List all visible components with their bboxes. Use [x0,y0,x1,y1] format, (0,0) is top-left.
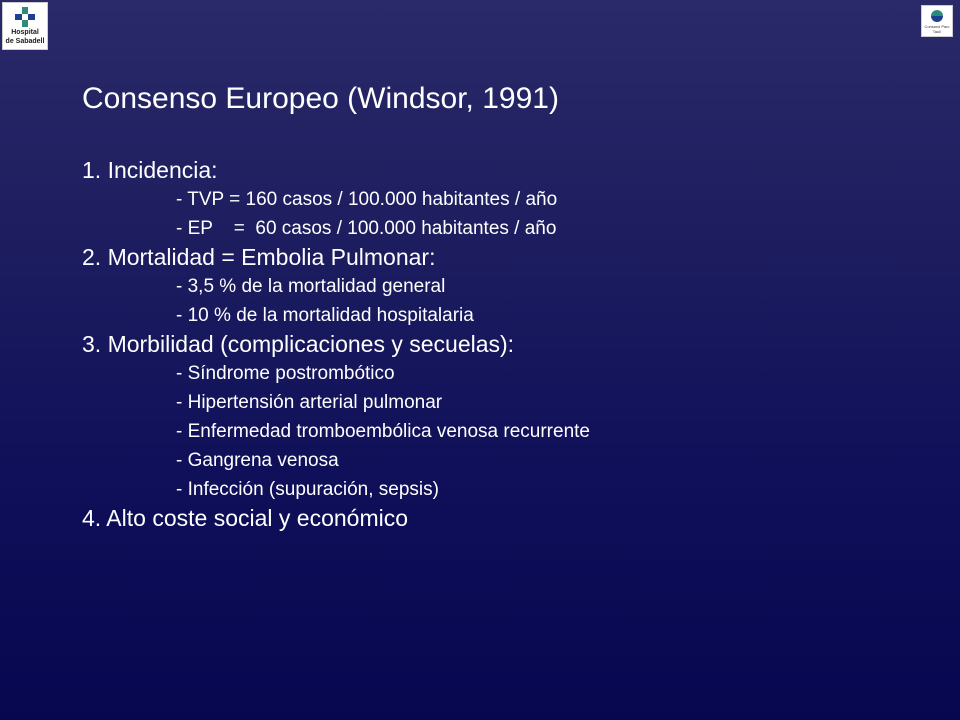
section-heading: 1. Incidencia: [82,157,218,183]
hospital-cross-icon [15,7,35,27]
section-heading: 2. Mortalidad = Embolia Pulmonar: [82,244,436,270]
section-item: - Enfermedad tromboembólica venosa recurrente [176,421,590,442]
corporate-logo [921,5,953,37]
section-item: - Síndrome postrombótico [176,363,395,384]
section-item: - Gangrena venosa [176,450,339,471]
section-item: - EP = 60 casos / 100.000 habitantes / año [176,218,557,239]
hospital-logo [2,2,48,50]
slide-title: Consenso Europeo (Windsor, 1991) [82,82,559,115]
slide-content [82,156,942,533]
corporate-mark-icon [930,9,944,23]
hospital-logo-line2: de Sabadell [5,38,45,45]
section-heading: 3. Morbilidad (complicaciones y secuelas): [82,331,515,357]
section-item: - TVP = 160 casos / 100.000 habitantes / año [176,189,558,210]
section-heading: 4. Alto coste social y económico [82,505,408,531]
section-item: - Infección (supuración, sepsis) [176,479,439,500]
section-item: - 3,5 % de la mortalidad general [176,276,446,297]
section-item: - 10 % de la mortalidad hospitalaria [176,305,474,326]
corporate-logo-caption: Consorci Parc Taulí [924,24,950,34]
hospital-logo-line1: Hospital [11,29,39,36]
section-item: - Hipertensión arterial pulmonar [176,392,443,413]
